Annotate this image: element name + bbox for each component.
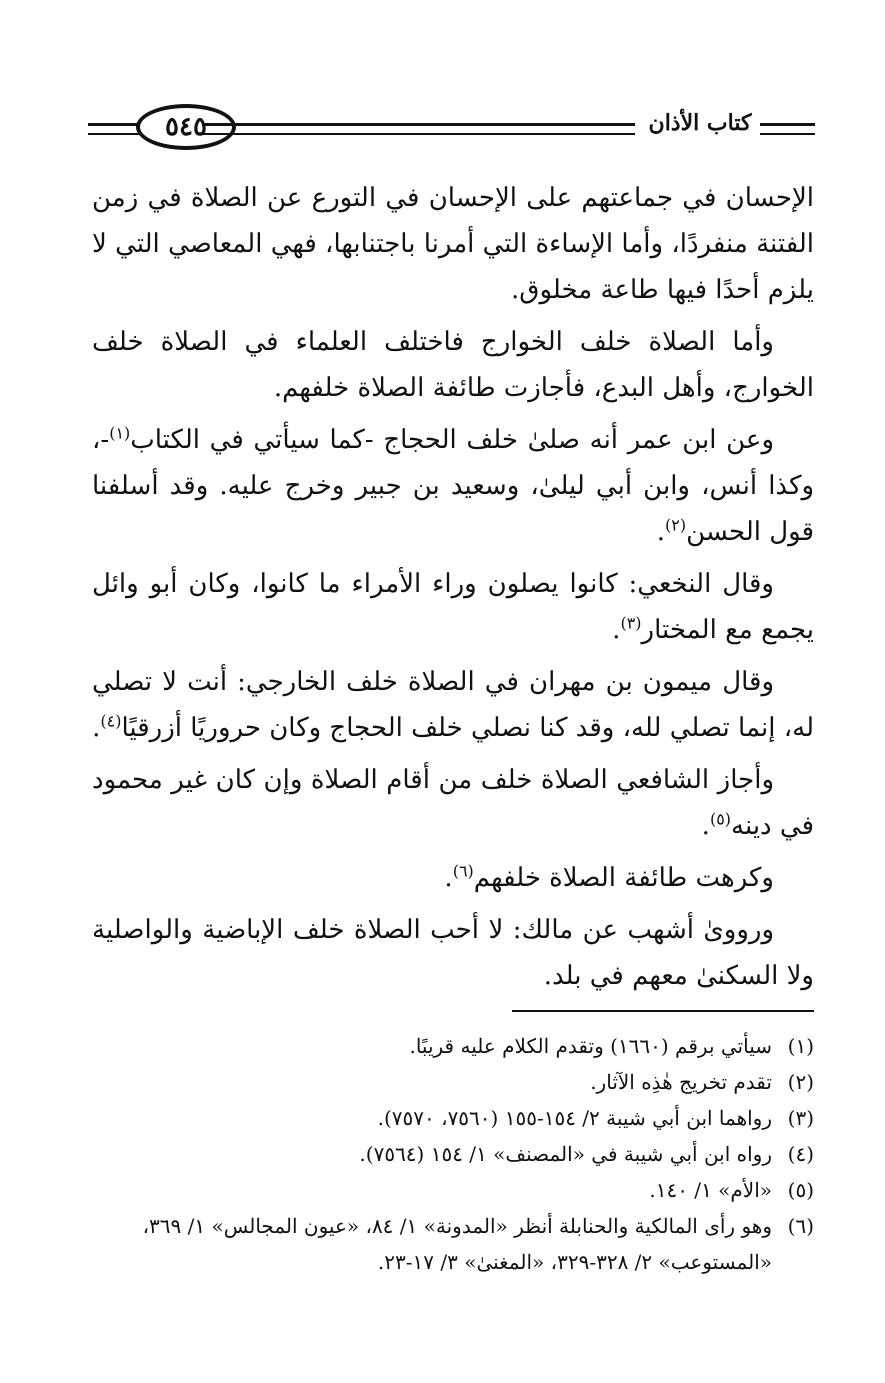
paragraph [92,175,814,313]
paragraph-text: الإحسان في جماعتهم على الإحسان في التورع عن الصلاة في زمن الفتنة منفردًا، وأما الإساءة التي أمرنا باجتنابها، فهي المعاصي التي لا يلزم أحدًا فيها طاعة مخلوق. [92,183,814,305]
footnote [92,1208,814,1280]
page-number: ٥٤٥ [136,104,236,150]
footnote-number: (٣) [787,1106,814,1130]
footnote-number: (٥) [787,1178,814,1202]
footnote-ref[interactable]: (١) [109,423,131,443]
footnote-ref[interactable]: (٣) [620,613,642,633]
footnote [92,1100,814,1136]
paragraph-text: وقال النخعي: كانوا يصلون وراء الأمراء ما كانوا، وكان أبو وائل يجمع مع المختار [92,569,814,645]
paragraph-text: . [612,615,621,645]
paragraph-text: . [92,713,101,743]
footnote-text: رواهما ابن أبي شيبة ٢/ ١٥٤-١٥٥ (٧٥٦٠، ٧٥٧٠). [377,1106,772,1130]
paragraph-text: وقال ميمون بن مهران في الصلاة خلف الخارجي: أنت لا تصلي له، إنما تصلي لله، وقد كنا نصلي خلف الحجاج وكان حروريًا أزرقيًا [92,667,814,743]
header-rule-middle [202,123,635,135]
paragraph [92,319,814,411]
paragraph [92,757,814,849]
footnote [92,1028,814,1064]
page-header [88,100,815,156]
main-text [92,175,814,1005]
paragraph [92,659,814,751]
paragraph-text: . [444,863,453,893]
header-rule-right [760,123,815,135]
footnote-number: (٤) [787,1142,814,1166]
paragraph-text: . [656,517,665,547]
footnote-separator [512,1010,814,1012]
paragraph-text: وعن ابن عمر أنه صلىٰ خلف الحجاج -كما سيأتي في الكتاب [130,425,774,455]
footnote-number: (١) [787,1034,814,1058]
paragraph-text: -، وكذا أنس، وابن أبي ليلىٰ، وسعيد بن جبير وخرج عليه. وقد أسلفنا قول الحسن [92,425,814,547]
footnote [92,1172,814,1208]
footnote-number: (٦) [787,1214,814,1238]
footnotes [92,1028,814,1280]
paragraph-text: ورووىٰ أشهب عن مالك: لا أحب الصلاة خلف الإباضية والواصلية ولا السكنىٰ معهم في بلد. [92,915,814,991]
paragraph [92,417,814,555]
footnote-text: تقدم تخريج هٰذِه الآثار. [590,1070,772,1094]
footnote-ref[interactable]: (٤) [100,711,122,731]
paragraph-text: وأجاز الشافعي الصلاة خلف من أقام الصلاة وإن كان غير محمود في دينه [92,765,814,841]
footnote [92,1064,814,1100]
footnote [92,1136,814,1172]
footnote-text: سيأتي برقم (١٦٦٠) وتقدم الكلام عليه قريبًا. [409,1034,772,1058]
paragraph [92,561,814,653]
footnote-ref[interactable]: (٢) [664,515,687,535]
footnote-text: «الأم» ١/ ١٤٠. [649,1178,772,1202]
paragraph-text: وكرهت طائفة الصلاة خلفهم [473,863,774,893]
footnote-ref[interactable]: (٥) [709,809,732,829]
paragraph-text: . [701,811,710,841]
footnote-number: (٢) [787,1070,814,1094]
footnote-text: وهو رأى المالكية والحنابلة أنظر «المدونة» ١/ ٨٤، «عيون المجالس» ١/ ٣٦٩، «المستوعب» ٢/ ٣٢٨-٣٢٩، «المغنىٰ» ٣/ ١٧-٢٣. [142,1214,772,1274]
footnote-text: رواه ابن أبي شيبة في «المصنف» ١/ ١٥٤ (٧٥٦٤). [359,1142,772,1166]
running-title: كتاب الأذان [648,110,752,136]
paragraph [92,855,814,901]
paragraph-text: وأما الصلاة خلف الخوارج فاختلف العلماء في الصلاة خلف الخوارج، وأهل البدع، فأجازت طائفة الصلاة خلفهم. [92,327,814,403]
footnote-ref[interactable]: (٦) [452,861,474,881]
paragraph [92,907,814,999]
